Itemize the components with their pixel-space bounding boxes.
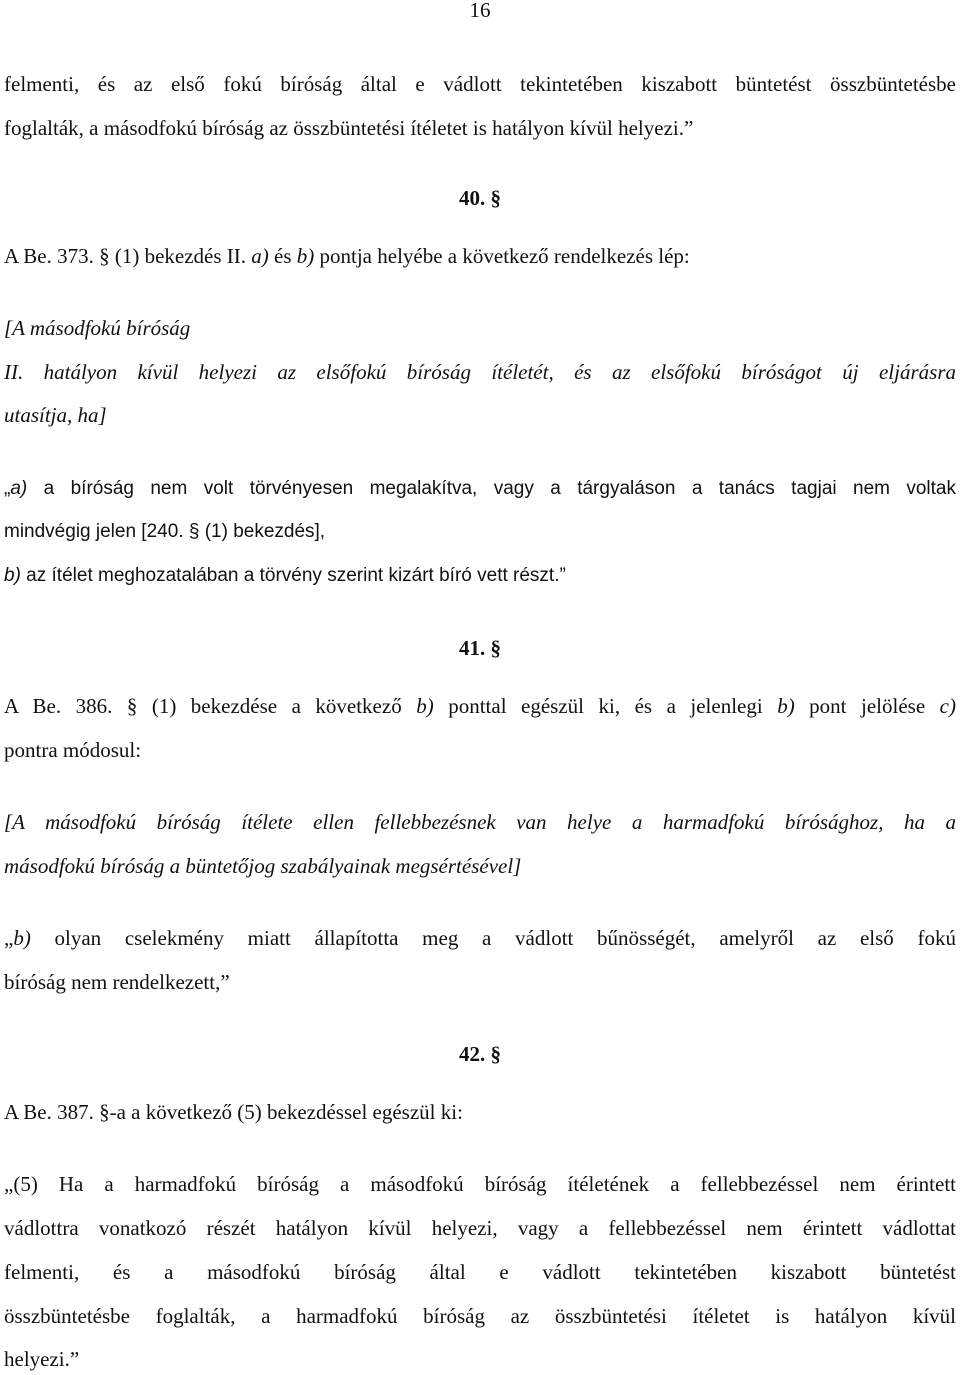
- page-number: 16: [469, 0, 491, 22]
- amendment-point-a-cont: mindvégig jelen [240. § (1) bekezdés],: [4, 521, 326, 542]
- bracketed-context: [A másodfokú bíróság: [4, 316, 191, 340]
- bracketed-context: II. hatályon kívül helyezi az elsőfokú bíróság ítéletét, és az elsőfokú bíróságot új eljárásra: [4, 360, 956, 384]
- bracketed-context: utasítja, ha]: [4, 403, 107, 427]
- section-heading-40: 40. §: [459, 186, 501, 210]
- amendment-text-line: „(5) Ha a harmadfokú bíróság a másodfokú bíróság ítéletének a fellebbezéssel nem érintett: [4, 1172, 956, 1196]
- amendment-point-b-cont: bíróság nem rendelkezett,”: [4, 970, 230, 994]
- section-intro-41: A Be. 386. § (1) bekezdése a következő b) ponttal egészül ki, és a jelenlegi b) pont jelölése c): [4, 694, 956, 718]
- point-label: b): [4, 565, 21, 586]
- amendment-text-line: összbüntetésbe foglalták, a harmadfokú bíróság az összbüntetési ítéletet is hatályon kívül: [4, 1304, 956, 1328]
- point-label: b): [13, 926, 31, 950]
- section-heading-42: 42. §: [459, 1042, 501, 1066]
- point-label: a): [10, 478, 28, 499]
- intro-text: és: [268, 244, 297, 268]
- amendment-point-b: „b) olyan cselekmény miatt állapította meg a vádlott bűnösségét, amelyről az első fokú: [4, 926, 956, 950]
- bracketed-context: [A másodfokú bíróság ítélete ellen fellebbezésnek van helye a harmadfokú bírósághoz, ha a: [4, 810, 956, 834]
- amendment-point-b: b) az ítélet meghozatalában a törvény szerint kizárt bíró vett részt.”: [4, 565, 566, 586]
- intro-text: A Be. 373. § (1) bekezdés II.: [4, 244, 252, 268]
- point-ref: b): [296, 244, 315, 268]
- point-ref: b): [416, 694, 434, 718]
- section-intro-40: [4, 242, 956, 270]
- point-ref: a): [251, 244, 269, 268]
- amendment-text-line: vádlottra vonatkozó részét hatályon kívül helyezi, vagy a fellebbezéssel nem érintett vádlottat: [4, 1216, 956, 1240]
- section-intro-41-cont: pontra módosul:: [4, 738, 142, 762]
- point-ref: c): [939, 694, 956, 718]
- bracketed-context: másodfokú bíróság a büntetőjog szabályainak megsértésével]: [4, 854, 522, 878]
- intro-text: pontja helyébe a következő rendelkezés lép:: [314, 244, 690, 268]
- point-ref: b): [777, 694, 795, 718]
- paragraph-line: foglalták, a másodfokú bíróság az összbüntetési ítéletet is hatályon kívül helyezi.”: [4, 116, 694, 140]
- amendment-text-line: helyezi.”: [4, 1347, 80, 1371]
- amendment-point-a: „a) a bíróság nem volt törvényesen megalakítva, vagy a tárgyaláson a tanács tagjai nem voltak: [4, 478, 956, 499]
- section-intro-42: A Be. 387. §-a a következő (5) bekezdéssel egészül ki:: [4, 1100, 463, 1124]
- paragraph-line: felmenti, és az első fokú bíróság által e vádlott tekintetében kiszabott büntetést összbüntetésbe: [4, 72, 956, 96]
- section-heading-41: 41. §: [459, 636, 501, 660]
- amendment-text-line: felmenti, és a másodfokú bíróság által e vádlott tekintetében kiszabott büntetést: [4, 1260, 956, 1284]
